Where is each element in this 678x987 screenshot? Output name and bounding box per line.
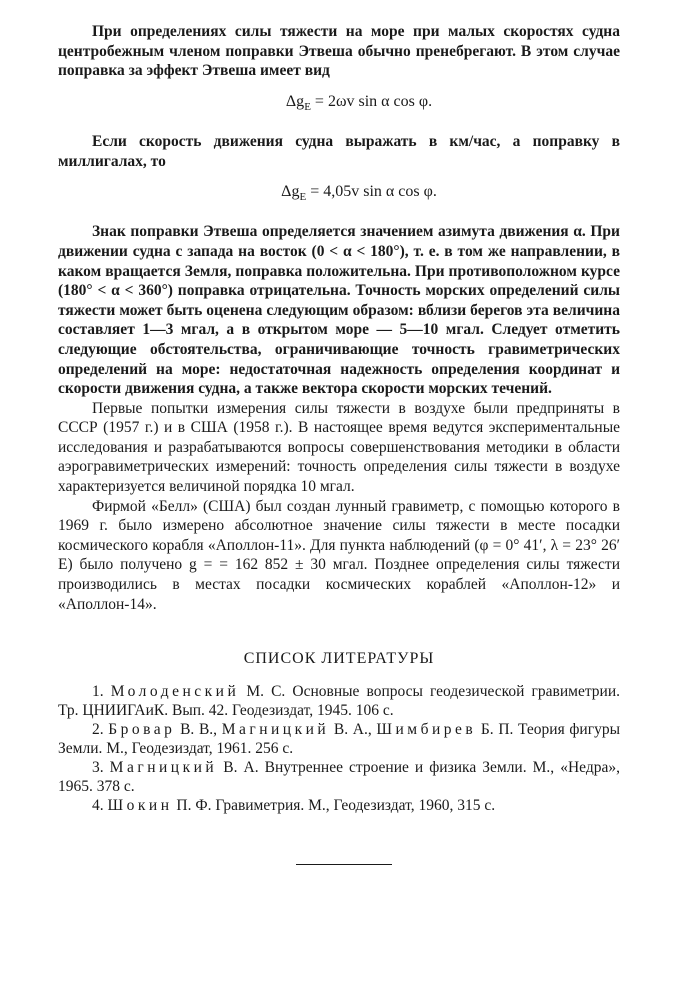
reference-details: П. Ф. Гравиметрия. М., Геодезиздат, 1960, 315 с. (172, 797, 496, 815)
formula-rhs: = 4,05v sin α cos φ. (306, 183, 437, 201)
reference-author: Магницкий (221, 721, 330, 739)
reference-item-1 (58, 682, 620, 720)
page-body (58, 22, 620, 815)
formula-rhs: = 2ωv sin α cos φ. (310, 92, 433, 110)
reference-author: Шокин (107, 797, 173, 815)
paragraph-units: Если скорость движения судна выражать в км/час, а поправку в миллигалах, то (58, 132, 620, 170)
reference-author: Шимбирев (376, 721, 477, 739)
reference-details: Б. П. Теория фигуры Земли. М., Геодезиздат, 1961. 256 с. (58, 721, 620, 758)
reference-author: Молоденский (110, 683, 240, 701)
paragraph-eotvos-intro: При определениях силы тяжести на море при малых скоростях судна центробежным членом поправки Этвеша обычно пренебрегают. В этом случае поправка за эффект Этвеша имеет вид (58, 23, 620, 80)
reference-author: Бровар (108, 721, 176, 739)
formula-lhs: Δg (285, 92, 305, 110)
end-divider (296, 864, 392, 865)
reference-number: 3. (92, 759, 104, 777)
reference-details: В. А. Внутреннее строение и физика Земли. М., «Недра», 1965. 378 с. (58, 759, 620, 796)
paragraph-lunar: Фирмой «Белл» (США) был создан лунный гравиметр, с помощью которого в 1969 г. было измерено абсолютное значение силы тяжести в месте посадки космического корабля «Аполлон-11». Для пункта наблюдений (φ = 0° 41′, λ = 23° 26′ E) было получено g = = 162 852 ± 30 мгал. Позднее определения силы тяжести производились в местах посадки космических кораблей «Аполлон-12» и «Аполлон-14». (58, 497, 620, 613)
references-heading: СПИСОК ЛИТЕРАТУРЫ (243, 650, 435, 668)
reference-item-3 (58, 758, 620, 796)
formula-subscript: E (299, 191, 307, 204)
paragraph-airborne: Первые попытки измерения силы тяжести в воздухе были предприняты в СССР (1957 г.) и в США (1958 г.). В настоящее время ведутся экспериментальные исследования и разрабатываются вопросы совершенствования методики в области аэрогравиметрических измерений: точность определения силы тяжести в воздухе характеризуется величиной порядка 10 мгал. (58, 399, 620, 496)
paragraph-sign-accuracy: Знак поправки Этвеша определяется значением азимута движения α. При движении судна с запада на восток (0 < α < 180°), т. е. в том же направлении, в каком вращается Земля, поправка положительна. При противоположном курсе (180° < α < 360°) поправка отрицательна. Точность морских определений силы тяжести может быть оценена следующим образом: вблизи берегов эта величина составляет 1—3 мгал, а в открытом море — 5—10 мгал. Следует отметить следующие обстоятельства, ограничивающие точность гравиметрических определений на море: недостаточная надежность определения координат и скорости движения судна, а также вектора скорости морских течений. (58, 223, 620, 398)
reference-item-4 (58, 796, 620, 815)
formula-lhs: Δg (281, 183, 300, 201)
reference-item-2 (58, 720, 620, 758)
formula-eotvos-milligal (98, 181, 620, 208)
reference-list (58, 682, 620, 815)
reference-number: 2. (92, 721, 104, 739)
reference-number: 4. (92, 797, 104, 815)
formula-subscript: E (304, 100, 311, 113)
reference-details: В. В., (175, 721, 222, 739)
reference-details: В. А., (329, 721, 377, 739)
reference-details: М. С. Основные вопросы геодезической гравиметрии. Тр. ЦНИИГАиК. Вып. 42. Геодезиздат, 1945. 106 с. (58, 683, 620, 720)
reference-author: Магницкий (109, 759, 218, 777)
reference-number: 1. (92, 683, 104, 701)
formula-eotvos-correction (98, 91, 620, 118)
